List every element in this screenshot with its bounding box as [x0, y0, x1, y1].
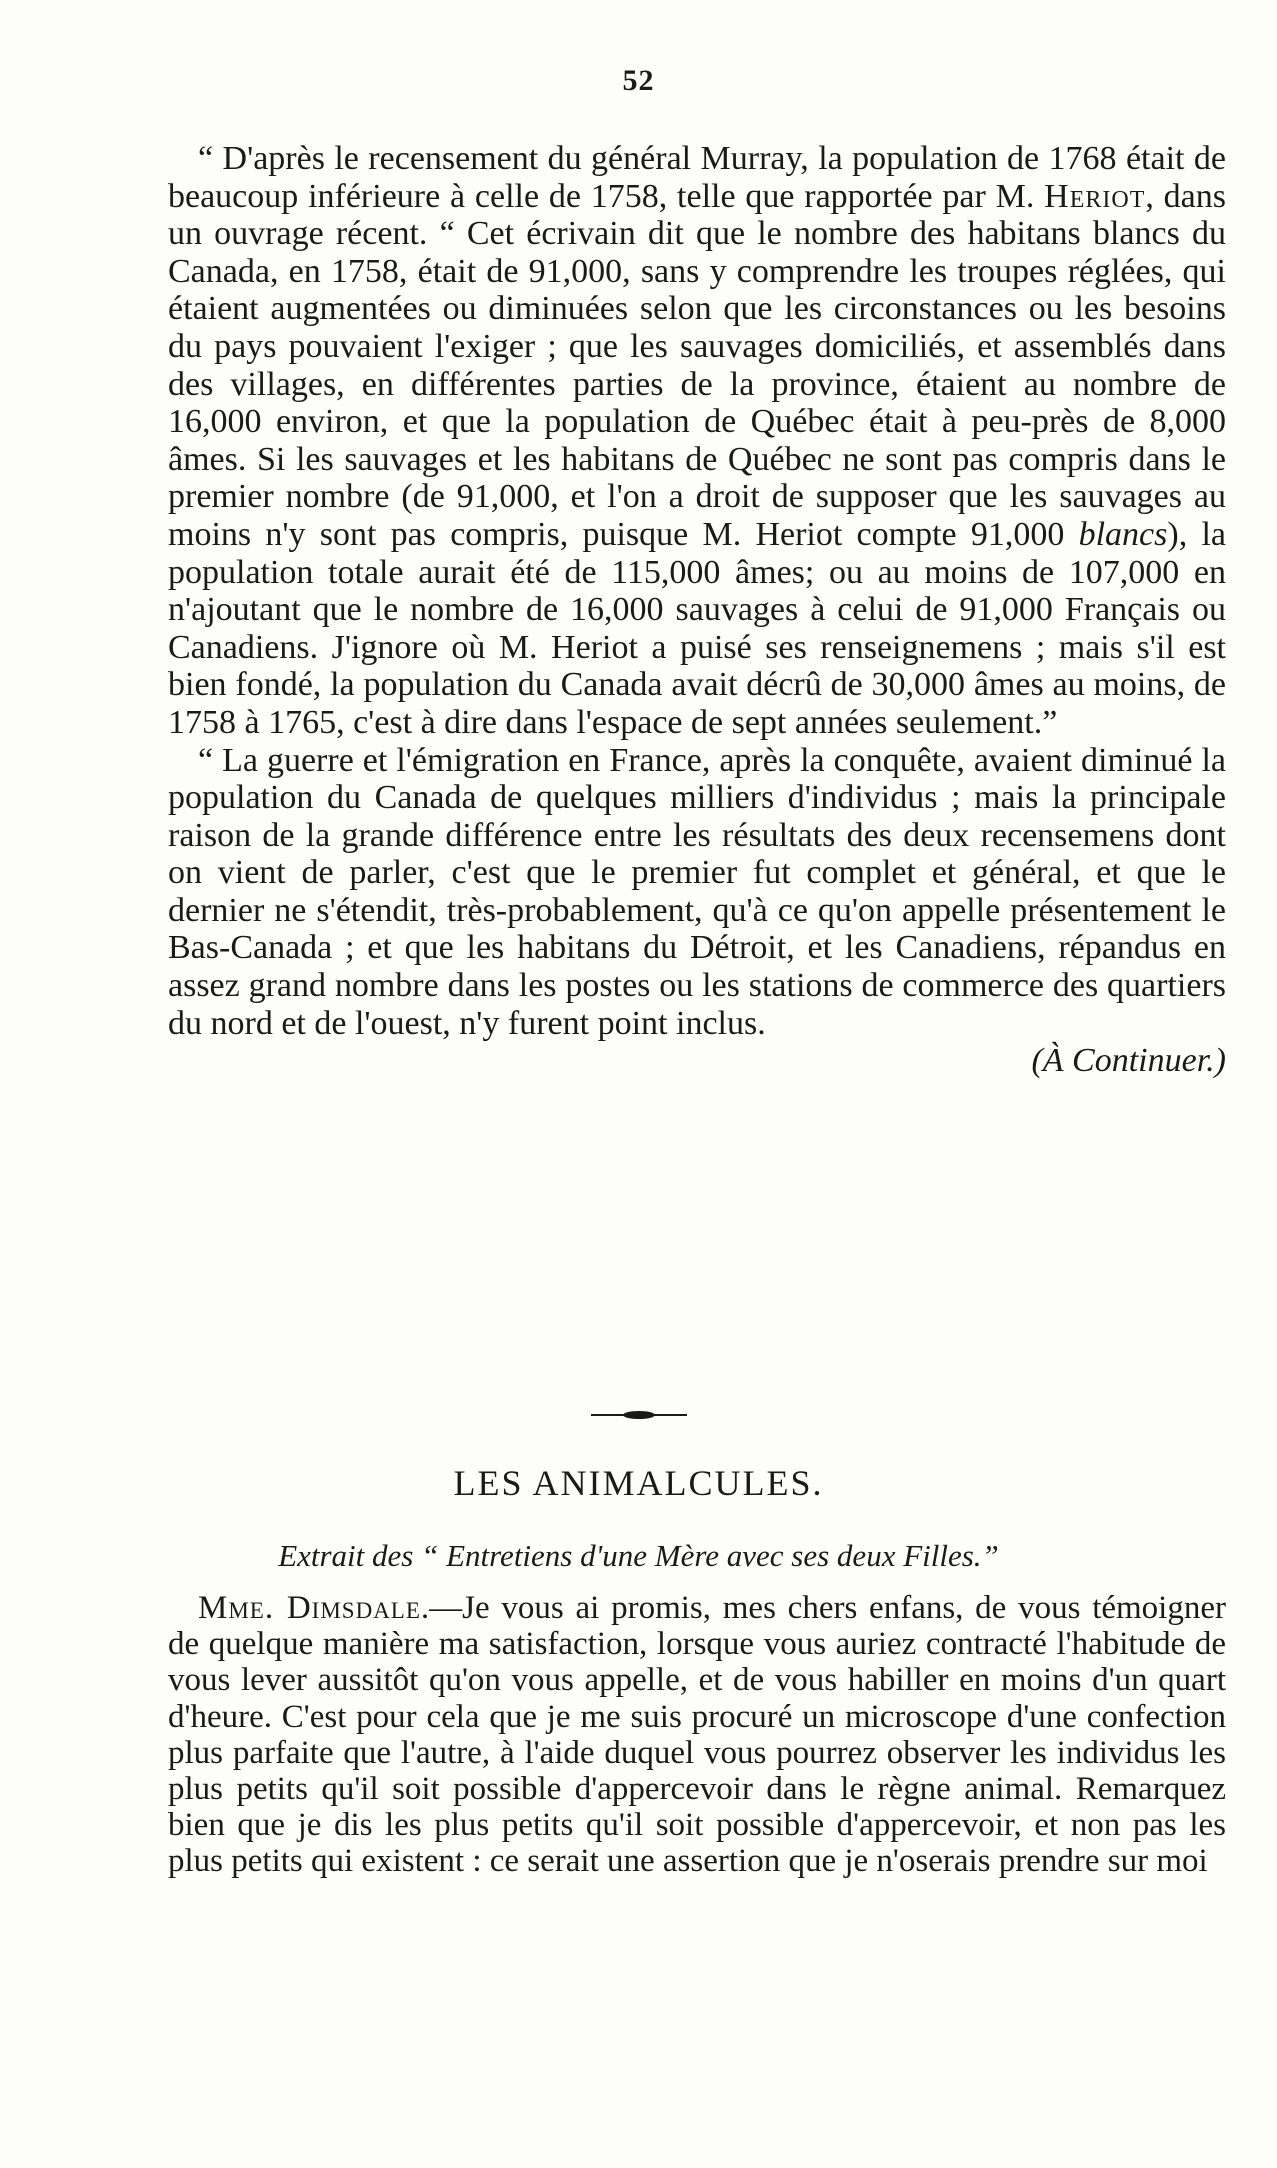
emphasis-blancs: blancs [1078, 515, 1168, 553]
census-paragraph-2: “ La guerre et l'émigration en France, après la conquête, avaient diminué la population du Canada de quelques milliers d'individus ; mais la principale raison de la grande différence entre les résultats des deux recensemens dont on vient de parler, c'est que le premier fut complet et général, et que le dernier ne s'étendit, très-probablement, qu'à ce qu'on appelle présentement le Bas-Canada ; et que les habitans du Détroit, et les Canadiens, répandus en assez grand nombre dans les postes ou les stations de commerce des quartiers du nord et de l'ouest, n'y furent point inclus. [168, 741, 1226, 1042]
animalcules-paragraph-1 [168, 1590, 1226, 1880]
article-census [168, 140, 1226, 1080]
continuation-note: (À Continuer.) [1031, 1042, 1226, 1080]
section-divider [0, 1405, 1277, 1425]
author-name-heriot: Heriot [1044, 177, 1146, 215]
animalcules-text: .—Je vous ai promis, mes chers enfans, de vous témoigner de quelque manière ma satisfaction, lorsque vous auriez contracté l'habitude de vous lever aussitôt qu'on vous appelle, et de vous habiller en moins d'un quart d'heure. C'est pour cela que je me suis procuré un microscope d'une confection plus parfaite que l'autre, à l'aide duquel vous pourrez observer les individus les plus petits qu'il soit possible d'appercevoir dans le règne animal. Remarquez bien que je dis les plus petits qu'il soit possible d'appercevoir, et non pas les plus petits qui existent : ce serait une assertion que je n'oserais prendre sur moi [168, 1590, 1226, 1880]
census-text-b: , dans un ouvrage récent. “ Cet écrivain dit que le nombre des habitans blancs du Canada, en 1758, était de 91,000, sans y comprendre les troupes réglées, qui étaient augmentées ou diminuées selon que les circonstances ou les besoins du pays pouvaient l'exiger ; que les sauvages domiciliés, et assemblés dans des villages, en différentes parties de la province, étaient au nombre de 16,000 environ, et que la population de Québec était à peu-près de 8,000 âmes. Si les sauvages et les habitans de Québec ne sont pas compris dans le premier nombre (de 91,000, et l'on a droit de supposer que les sauvages au moins n'y sont pas compris, puisque M. Heriot compte 91,000 [168, 177, 1226, 553]
article-title: LES ANIMALCULES. [453, 1463, 824, 1503]
census-text-c: ), la population totale aurait été de 115,000 âmes; ou au moins de 107,000 en n'ajoutant que le nombre de 16,000 sauvages à celui de 91,000 Français ou Canadiens. J'ignore où M. Heriot a puisé ses renseignemens ; mais s'il est bien fondé, la population du Canada avait décrû de 30,000 âmes au moins, de 1758 à 1765, c'est à dire dans l'espace de sept années seulement.” [168, 515, 1226, 741]
ornament-rule-icon [589, 1405, 689, 1425]
page-number: 52 [622, 64, 655, 97]
census-paragraph-1 [168, 140, 1226, 742]
speaker-name: Mme. Dimsdale [198, 1590, 421, 1626]
article-subtitle: Extrait des “ Entretiens d'une Mère avec ses deux Filles.” [278, 1538, 999, 1573]
census-text-a: “ D'après le recensement du général Murray, la population de 1768 était de beaucoup inférieure à celle de 1758, telle que rapportée par M. [168, 140, 1226, 215]
article-animalcules [168, 1590, 1226, 1880]
